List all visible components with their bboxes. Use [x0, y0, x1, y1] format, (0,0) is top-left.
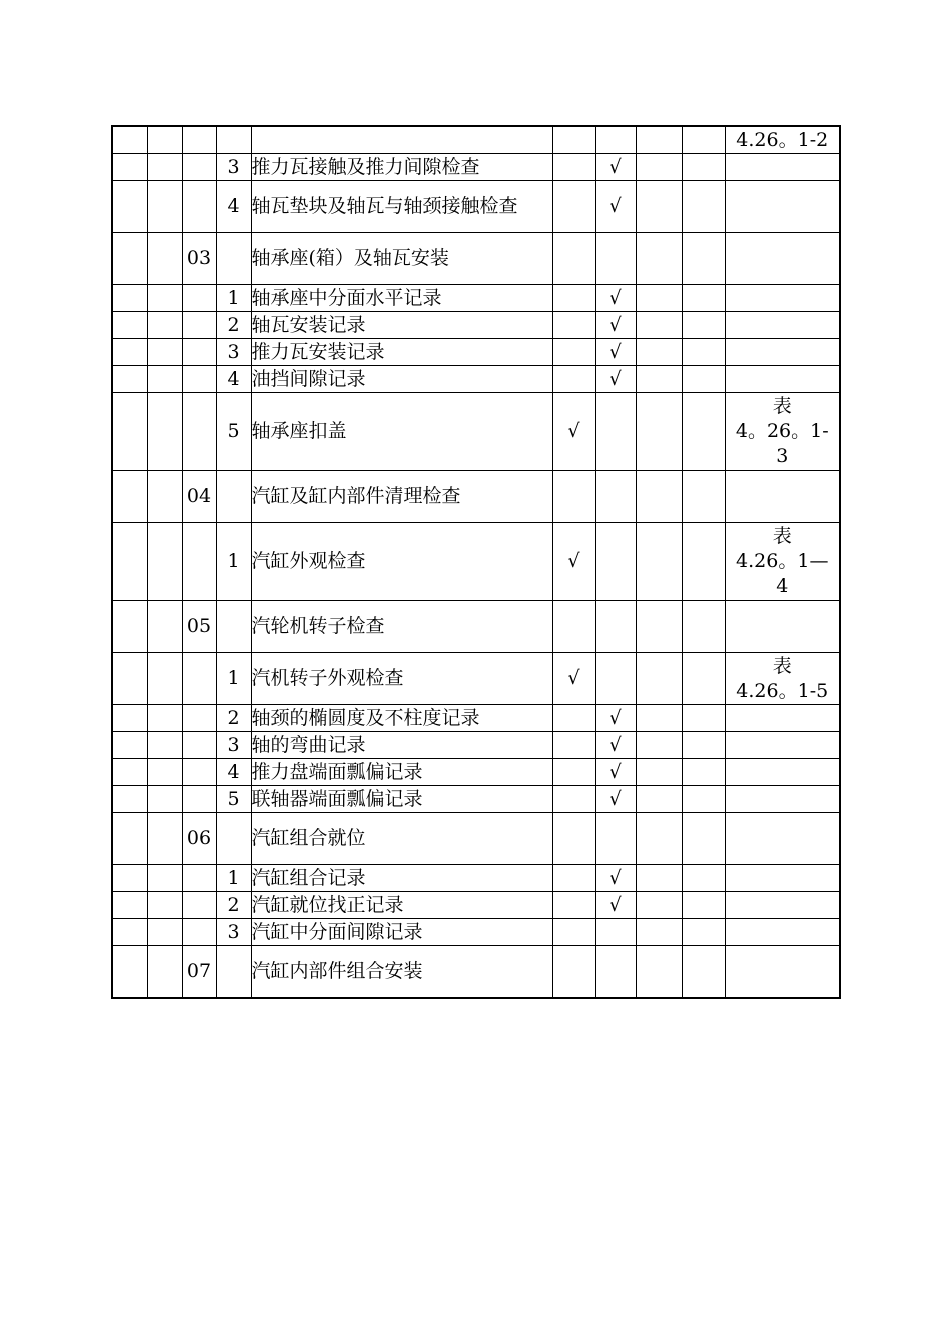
level2-cell [147, 393, 182, 471]
item-name-cell: 轴瓦安装记录 [251, 312, 552, 339]
check-col4-cell [682, 312, 725, 339]
check-col2-cell [595, 601, 636, 653]
check-col4-cell [682, 393, 725, 471]
level1-cell [112, 732, 147, 759]
level2-cell [147, 339, 182, 366]
check-col3-cell [636, 705, 682, 732]
form-reference-cell [725, 366, 840, 393]
table-row [112, 366, 840, 393]
level1-cell [112, 865, 147, 892]
check-col1-cell: √ [552, 653, 595, 705]
check-col3-cell [636, 312, 682, 339]
check-col3-cell [636, 285, 682, 312]
inspection-table [111, 125, 841, 999]
item-name-cell: 推力瓦安装记录 [251, 339, 552, 366]
level1-cell [112, 759, 147, 786]
section-code-cell [182, 523, 216, 601]
check-col1-cell [552, 366, 595, 393]
form-reference-cell [725, 126, 840, 154]
form-reference-cell [725, 813, 840, 865]
section-code-cell: 04 [182, 471, 216, 523]
table-row [112, 813, 840, 865]
form-reference-line: 表 [772, 525, 792, 547]
check-col1-cell [552, 865, 595, 892]
table-row [112, 919, 840, 946]
item-name-cell: 推力盘端面瓢偏记录 [251, 759, 552, 786]
check-col4-cell [682, 601, 725, 653]
item-number-cell: 1 [216, 523, 251, 601]
check-col2-cell [595, 233, 636, 285]
check-col4-cell [682, 732, 725, 759]
level1-cell [112, 601, 147, 653]
level1-cell [112, 813, 147, 865]
table-row [112, 285, 840, 312]
check-col3-cell [636, 393, 682, 471]
check-col4-cell [682, 523, 725, 601]
item-name-cell: 汽缸内部件组合安装 [251, 946, 552, 999]
item-number-cell [216, 126, 251, 154]
check-col1-cell [552, 732, 595, 759]
check-col4-cell [682, 946, 725, 999]
item-name-cell: 轴承座中分面水平记录 [251, 285, 552, 312]
form-reference-line: 4.26。1-2 [736, 128, 829, 151]
table-row [112, 126, 840, 154]
check-col1-cell [552, 813, 595, 865]
check-col2-cell [595, 813, 636, 865]
check-col1-cell [552, 285, 595, 312]
table-row [112, 471, 840, 523]
check-col3-cell [636, 946, 682, 999]
level2-cell [147, 523, 182, 601]
item-number-cell: 4 [216, 759, 251, 786]
level1-cell [112, 946, 147, 999]
level2-cell [147, 919, 182, 946]
form-reference-cell [725, 601, 840, 653]
level1-cell [112, 523, 147, 601]
check-col2-cell: √ [595, 312, 636, 339]
item-name-cell: 汽缸组合就位 [251, 813, 552, 865]
form-reference-cell [725, 919, 840, 946]
check-col3-cell [636, 233, 682, 285]
check-col3-cell [636, 366, 682, 393]
check-col1-cell [552, 181, 595, 233]
table-row [112, 892, 840, 919]
check-col2-cell: √ [595, 786, 636, 813]
check-col3-cell [636, 786, 682, 813]
check-col3-cell [636, 126, 682, 154]
table-row [112, 865, 840, 892]
item-name-cell [251, 126, 552, 154]
check-col1-cell: √ [552, 393, 595, 471]
form-reference-cell [725, 759, 840, 786]
item-number-cell [216, 233, 251, 285]
section-code-cell [182, 393, 216, 471]
item-number-cell: 3 [216, 732, 251, 759]
check-col4-cell [682, 892, 725, 919]
form-reference-line: 4.26。1-5 [736, 679, 829, 702]
table-row [112, 523, 840, 601]
item-number-cell [216, 471, 251, 523]
form-reference-cell [725, 732, 840, 759]
form-reference-cell [725, 946, 840, 999]
check-col1-cell [552, 601, 595, 653]
item-name-cell: 汽缸及缸内部件清理检查 [251, 471, 552, 523]
check-col3-cell [636, 813, 682, 865]
level2-cell [147, 601, 182, 653]
check-col1-cell [552, 759, 595, 786]
item-name-cell: 油挡间隙记录 [251, 366, 552, 393]
check-col4-cell [682, 705, 725, 732]
check-col4-cell [682, 865, 725, 892]
table-row [112, 154, 840, 181]
section-code-cell [182, 339, 216, 366]
check-col4-cell [682, 181, 725, 233]
level1-cell [112, 919, 147, 946]
check-col4-cell [682, 919, 725, 946]
level1-cell [112, 366, 147, 393]
check-col1-cell [552, 946, 595, 999]
item-number-cell: 1 [216, 653, 251, 705]
check-col3-cell [636, 154, 682, 181]
form-reference-cell [725, 393, 840, 471]
item-name-cell: 轴瓦垫块及轴瓦与轴颈接触检查 [251, 181, 552, 233]
item-name-cell: 汽机转子外观检查 [251, 653, 552, 705]
check-col1-cell [552, 154, 595, 181]
level1-cell [112, 786, 147, 813]
section-code-cell [182, 154, 216, 181]
item-number-cell: 2 [216, 705, 251, 732]
check-col4-cell [682, 471, 725, 523]
check-col1-cell [552, 233, 595, 285]
level2-cell [147, 786, 182, 813]
section-code-cell: 06 [182, 813, 216, 865]
level1-cell [112, 892, 147, 919]
section-code-cell [182, 865, 216, 892]
section-code-cell [182, 705, 216, 732]
check-col2-cell: √ [595, 705, 636, 732]
check-col2-cell: √ [595, 339, 636, 366]
level2-cell [147, 813, 182, 865]
check-col2-cell [595, 919, 636, 946]
level2-cell [147, 285, 182, 312]
form-reference-cell [725, 653, 840, 705]
level2-cell [147, 892, 182, 919]
section-code-cell: 03 [182, 233, 216, 285]
item-number-cell [216, 946, 251, 999]
section-code-cell [182, 732, 216, 759]
form-reference-line: 表 [772, 395, 792, 417]
form-reference-cell [725, 285, 840, 312]
check-col2-cell: √ [595, 154, 636, 181]
section-code-cell [182, 759, 216, 786]
check-col1-cell [552, 705, 595, 732]
item-name-cell: 汽缸就位找正记录 [251, 892, 552, 919]
check-col2-cell: √ [595, 285, 636, 312]
check-col1-cell [552, 786, 595, 813]
table-row [112, 653, 840, 705]
check-col1-cell [552, 471, 595, 523]
level2-cell [147, 154, 182, 181]
level2-cell [147, 471, 182, 523]
check-col1-cell [552, 339, 595, 366]
check-col2-cell [595, 523, 636, 601]
check-col1-cell [552, 312, 595, 339]
item-name-cell: 轴承座(箱）及轴瓦安装 [251, 233, 552, 285]
check-col3-cell [636, 759, 682, 786]
table-row [112, 339, 840, 366]
check-col2-cell: √ [595, 759, 636, 786]
section-code-cell [182, 285, 216, 312]
check-col4-cell [682, 366, 725, 393]
level2-cell [147, 946, 182, 999]
check-col3-cell [636, 339, 682, 366]
check-col2-cell [595, 126, 636, 154]
item-number-cell: 2 [216, 892, 251, 919]
level2-cell [147, 732, 182, 759]
item-name-cell: 联轴器端面瓢偏记录 [251, 786, 552, 813]
item-name-cell: 汽缸组合记录 [251, 865, 552, 892]
check-col3-cell [636, 181, 682, 233]
item-name-cell: 汽缸外观检查 [251, 523, 552, 601]
form-reference-line: 4.26。1— [736, 550, 829, 572]
check-col4-cell [682, 154, 725, 181]
form-reference-cell [725, 233, 840, 285]
section-code-cell [182, 786, 216, 813]
form-reference-cell [725, 471, 840, 523]
level2-cell [147, 865, 182, 892]
level2-cell [147, 366, 182, 393]
section-code-cell [182, 653, 216, 705]
section-code-cell [182, 181, 216, 233]
item-name-cell: 轴的弯曲记录 [251, 732, 552, 759]
check-col4-cell [682, 759, 725, 786]
check-col4-cell [682, 786, 725, 813]
item-number-cell [216, 813, 251, 865]
form-reference-cell [725, 154, 840, 181]
form-reference-line: 3 [776, 445, 789, 467]
form-reference-cell [725, 705, 840, 732]
level2-cell [147, 126, 182, 154]
level2-cell [147, 312, 182, 339]
form-reference-line: 4 [776, 575, 789, 597]
check-col3-cell [636, 653, 682, 705]
item-number-cell: 5 [216, 786, 251, 813]
item-name-cell: 汽轮机转子检查 [251, 601, 552, 653]
check-col3-cell [636, 601, 682, 653]
check-col3-cell [636, 471, 682, 523]
check-col2-cell: √ [595, 366, 636, 393]
check-col4-cell [682, 813, 725, 865]
check-col2-cell: √ [595, 892, 636, 919]
form-reference-cell [725, 312, 840, 339]
table-row [112, 601, 840, 653]
form-reference-cell [725, 786, 840, 813]
item-number-cell: 1 [216, 285, 251, 312]
table-row [112, 732, 840, 759]
form-reference-line: 表 [772, 654, 792, 677]
form-reference-line: 4。26。1- [735, 420, 829, 442]
section-code-cell [182, 366, 216, 393]
check-col2-cell [595, 946, 636, 999]
form-reference-cell [725, 865, 840, 892]
section-code-cell [182, 126, 216, 154]
table-row [112, 393, 840, 471]
check-col1-cell [552, 919, 595, 946]
item-number-cell: 3 [216, 154, 251, 181]
table-row [112, 312, 840, 339]
check-col4-cell [682, 233, 725, 285]
level1-cell [112, 233, 147, 285]
item-name-cell: 轴承座扣盖 [251, 393, 552, 471]
item-number-cell: 4 [216, 366, 251, 393]
item-number-cell: 4 [216, 181, 251, 233]
check-col2-cell [595, 653, 636, 705]
check-col1-cell [552, 892, 595, 919]
check-col2-cell: √ [595, 732, 636, 759]
check-col1-cell [552, 126, 595, 154]
item-number-cell [216, 601, 251, 653]
section-code-cell: 05 [182, 601, 216, 653]
table-row [112, 181, 840, 233]
item-number-cell: 2 [216, 312, 251, 339]
level1-cell [112, 705, 147, 732]
check-col2-cell: √ [595, 865, 636, 892]
check-col1-cell: √ [552, 523, 595, 601]
table-body [112, 126, 840, 998]
form-reference-cell [725, 181, 840, 233]
section-code-cell [182, 919, 216, 946]
check-col4-cell [682, 285, 725, 312]
level2-cell [147, 181, 182, 233]
level1-cell [112, 653, 147, 705]
check-col2-cell: √ [595, 181, 636, 233]
check-col2-cell [595, 393, 636, 471]
level2-cell [147, 653, 182, 705]
item-number-cell: 5 [216, 393, 251, 471]
level2-cell [147, 759, 182, 786]
section-code-cell [182, 312, 216, 339]
level1-cell [112, 154, 147, 181]
level1-cell [112, 339, 147, 366]
level1-cell [112, 285, 147, 312]
check-col2-cell [595, 471, 636, 523]
check-col4-cell [682, 653, 725, 705]
form-reference-cell [725, 892, 840, 919]
item-name-cell: 推力瓦接触及推力间隙检查 [251, 154, 552, 181]
check-col3-cell [636, 523, 682, 601]
item-name-cell: 轴颈的椭圆度及不柱度记录 [251, 705, 552, 732]
item-name-cell: 汽缸中分面间隙记录 [251, 919, 552, 946]
table-row [112, 786, 840, 813]
level1-cell [112, 471, 147, 523]
table-row [112, 705, 840, 732]
item-number-cell: 3 [216, 339, 251, 366]
table-row [112, 946, 840, 999]
level1-cell [112, 126, 147, 154]
check-col3-cell [636, 892, 682, 919]
level1-cell [112, 393, 147, 471]
item-number-cell: 1 [216, 865, 251, 892]
check-col4-cell [682, 126, 725, 154]
form-reference-cell [725, 339, 840, 366]
check-col4-cell [682, 339, 725, 366]
form-reference-cell [725, 523, 840, 601]
level2-cell [147, 233, 182, 285]
section-code-cell [182, 892, 216, 919]
section-code-cell: 07 [182, 946, 216, 999]
item-number-cell: 3 [216, 919, 251, 946]
check-col3-cell [636, 919, 682, 946]
table-row [112, 759, 840, 786]
level1-cell [112, 181, 147, 233]
check-col3-cell [636, 732, 682, 759]
level2-cell [147, 705, 182, 732]
table-row [112, 233, 840, 285]
check-col3-cell [636, 865, 682, 892]
level1-cell [112, 312, 147, 339]
